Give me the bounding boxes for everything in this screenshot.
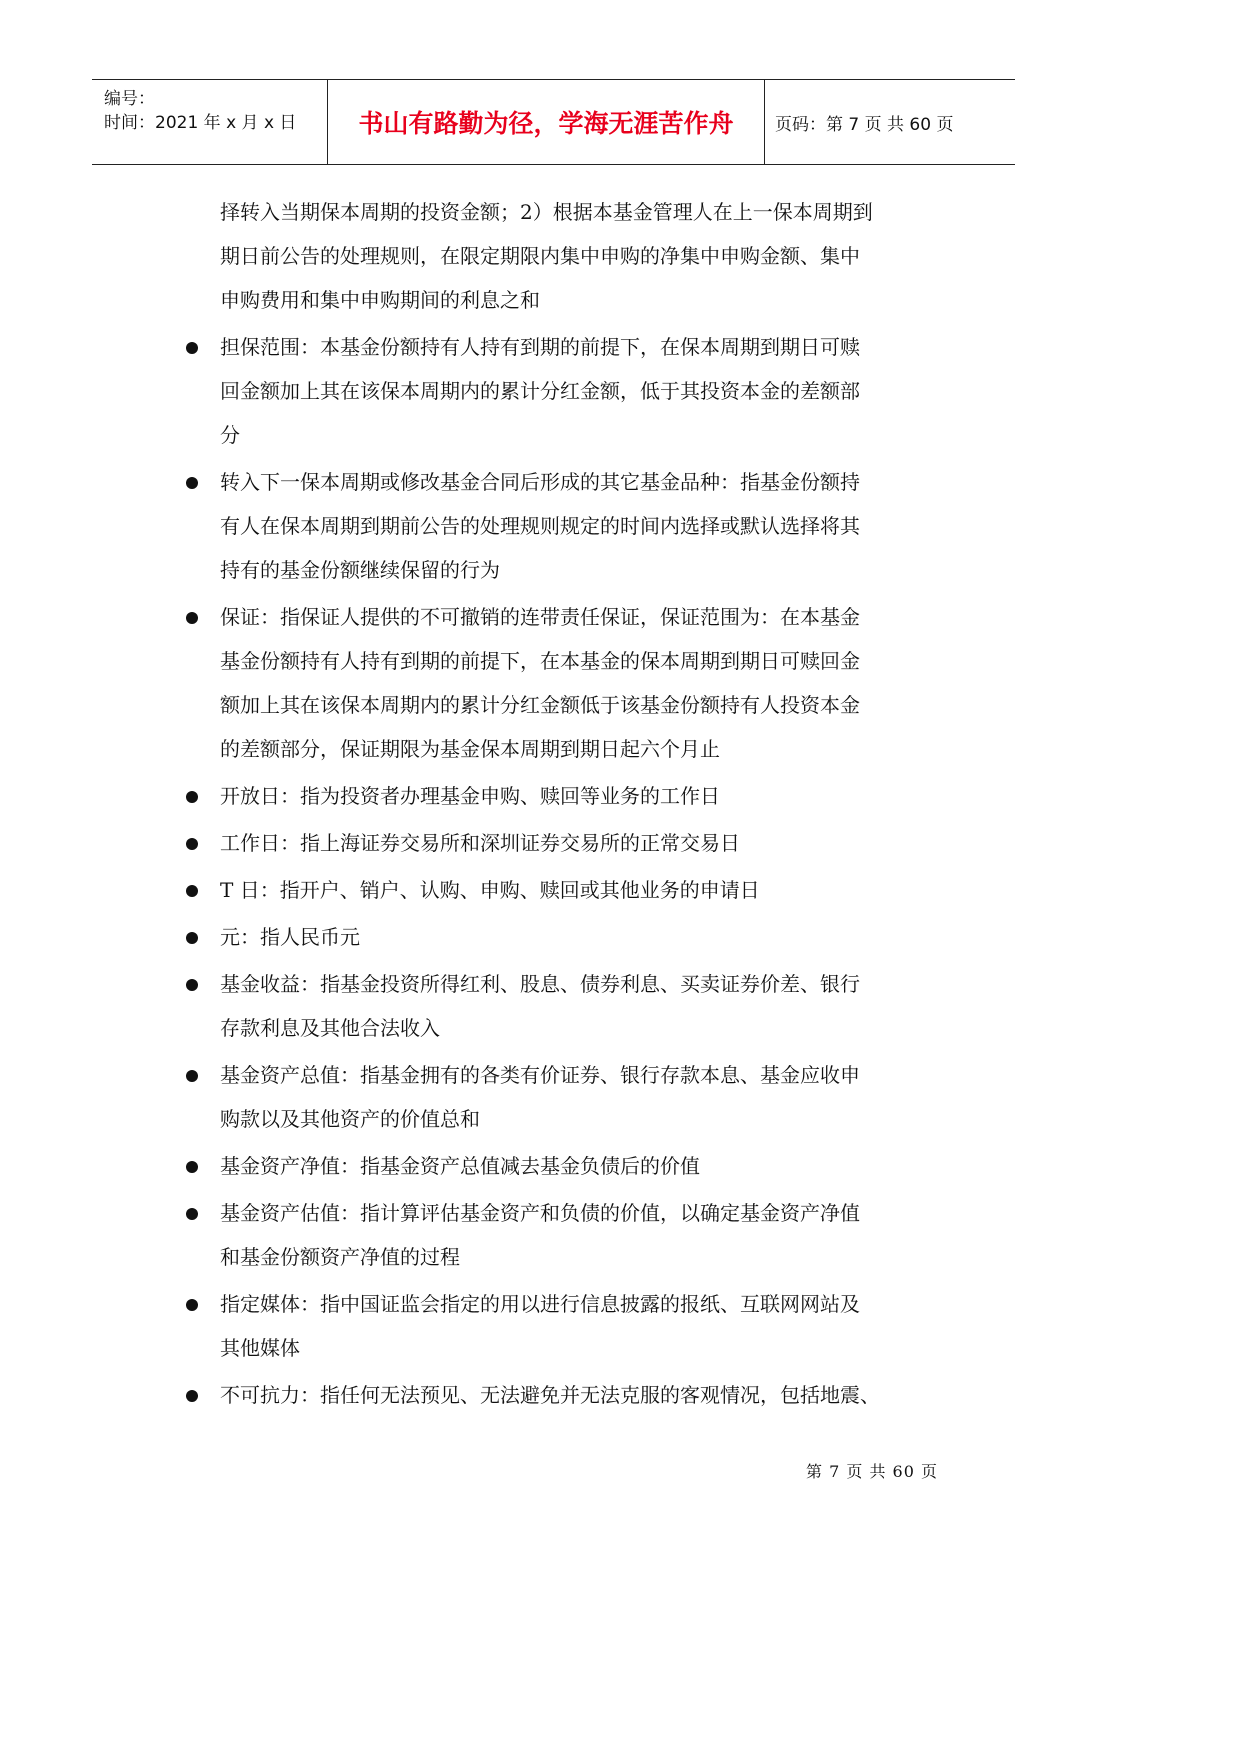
bullet-icon [186, 1070, 198, 1082]
header-page-label: 页码：第 7 页 共 60 页 [775, 114, 954, 135]
bullet-icon [186, 932, 198, 944]
definition-list-item [184, 774, 954, 818]
text-line: 和基金份额资产净值的过程 [220, 1245, 460, 1269]
text-line: T 日：指开户、销户、认购、申购、赎回或其他业务的申请日 [220, 878, 760, 902]
bullet-icon [186, 342, 198, 354]
text-line: 存款利息及其他合法收入 [220, 1016, 440, 1040]
definition-list-item [184, 1373, 954, 1417]
page-header [92, 79, 1015, 165]
bullet-icon [186, 791, 198, 803]
page-footer [806, 1459, 938, 1482]
text-line: 基金资产总值：指基金拥有的各类有价证券、银行存款本息、基金应收申 [220, 1063, 860, 1087]
bullet-icon [186, 838, 198, 850]
document-number-label: 编号： [104, 89, 155, 109]
footer-page-number: 第 7 页 共 60 页 [806, 1462, 938, 1481]
text-line: 开放日：指为投资者办理基金申购、赎回等业务的工作日 [220, 784, 720, 808]
definition-list-item [184, 915, 954, 959]
definition-list-item [184, 868, 954, 912]
bullet-icon [186, 1299, 198, 1311]
header-meta [104, 80, 328, 164]
definition-list-item [184, 1282, 954, 1370]
bullet-icon [186, 1390, 198, 1402]
text-line: 有人在保本周期到期前公告的处理规则规定的时间内选择或默认选择将其 [220, 514, 860, 538]
text-line: 其他媒体 [220, 1336, 300, 1360]
text-line: 分 [220, 423, 240, 447]
definition-list-item [184, 460, 954, 592]
text-line: 申购费用和集中申购期间的利息之和 [220, 288, 540, 312]
header-motto-cell [328, 80, 765, 164]
text-line: 基金份额持有人持有到期的前提下，在本基金的保本周期到期日可赎回金 [220, 649, 860, 673]
definition-list-item [184, 1191, 954, 1279]
text-line: 额加上其在该保本周期内的累计分红金额低于该基金份额持有人投资本金 [220, 693, 860, 717]
continuation-paragraph [184, 190, 954, 322]
definition-list-item [184, 325, 954, 457]
text-line: 的差额部分，保证期限为基金保本周期到期日起六个月止 [220, 737, 720, 761]
text-line: 基金资产净值：指基金资产总值减去基金负债后的价值 [220, 1154, 700, 1178]
bullet-icon [186, 1208, 198, 1220]
text-line: 指定媒体：指中国证监会指定的用以进行信息披露的报纸、互联网网站及 [220, 1292, 860, 1316]
text-line: 保证：指保证人提供的不可撤销的连带责任保证，保证范围为：在本基金 [220, 605, 860, 629]
text-line: 元：指人民币元 [220, 925, 360, 949]
text-line: 基金资产估值：指计算评估基金资产和负债的价值，以确定基金资产净值 [220, 1201, 860, 1225]
definition-list-item [184, 1144, 954, 1188]
text-line: 购款以及其他资产的价值总和 [220, 1107, 480, 1131]
text-line: 工作日：指上海证券交易所和深圳证券交易所的正常交易日 [220, 831, 740, 855]
bullet-icon [186, 477, 198, 489]
document-time-label: 时间：2021 年 x 月 x 日 [104, 113, 297, 133]
bullet-icon [186, 612, 198, 624]
bullet-icon [186, 1161, 198, 1173]
bullet-icon [186, 885, 198, 897]
header-motto: 书山有路勤为径，学海无涯苦作舟 [358, 109, 734, 138]
text-line: 回金额加上其在该保本周期内的累计分红金额，低于其投资本金的差额部 [220, 379, 860, 403]
header-page-info [775, 80, 953, 164]
bullet-icon [186, 979, 198, 991]
text-line: 担保范围：本基金份额持有人持有到期的前提下，在保本周期到期日可赎 [220, 335, 860, 359]
definition-list-item [184, 821, 954, 865]
text-line: 不可抗力：指任何无法预见、无法避免并无法克服的客观情况，包括地震、 [220, 1383, 880, 1407]
text-line: 基金收益：指基金投资所得红利、股息、债券利息、买卖证券价差、银行 [220, 972, 860, 996]
document-body [184, 190, 954, 1420]
definition-list-item [184, 1053, 954, 1141]
text-line: 择转入当期保本周期的投资金额；2）根据本基金管理人在上一保本周期到 [220, 200, 873, 224]
definition-list-item [184, 962, 954, 1050]
text-line: 期日前公告的处理规则，在限定期限内集中申购的净集中申购金额、集中 [220, 244, 860, 268]
definition-list-item [184, 595, 954, 771]
text-line: 转入下一保本周期或修改基金合同后形成的其它基金品种：指基金份额持 [220, 470, 860, 494]
text-line: 持有的基金份额继续保留的行为 [220, 558, 500, 582]
